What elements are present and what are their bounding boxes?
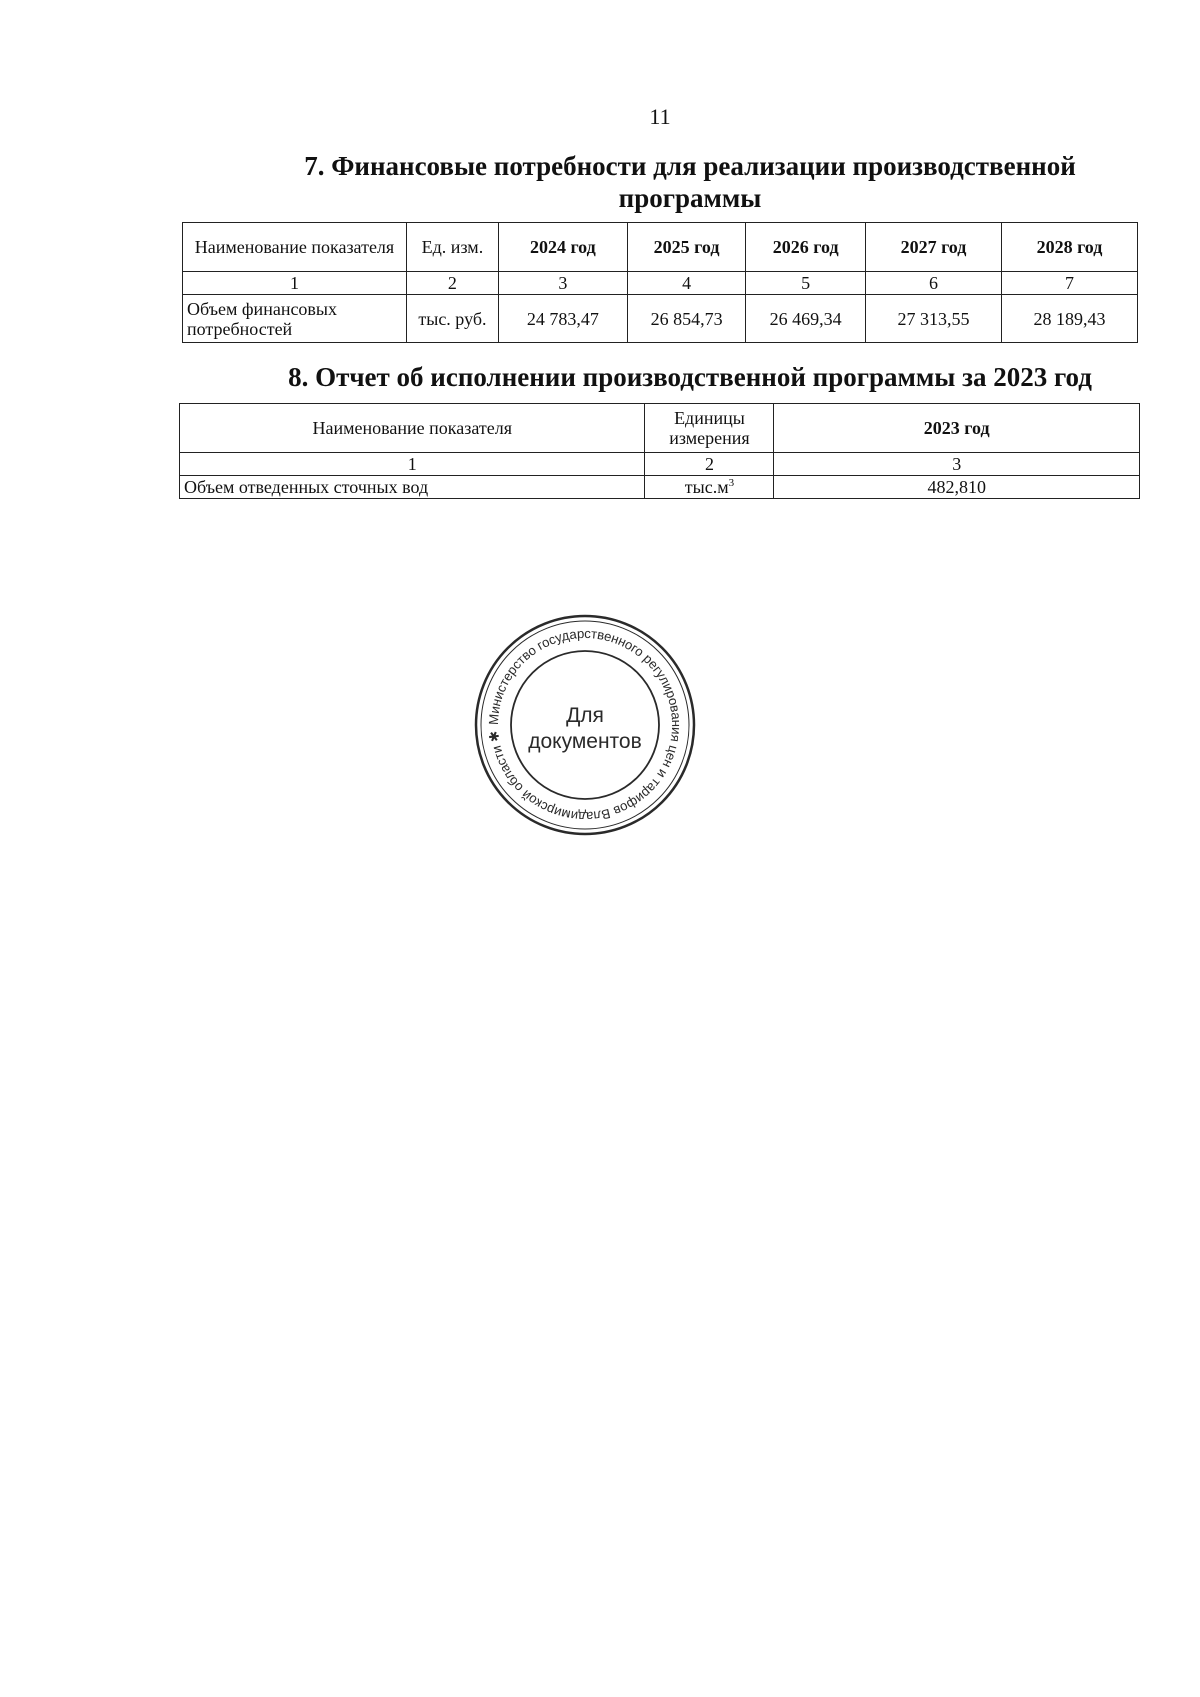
section-7-title-line2: программы: [618, 183, 762, 213]
financial-needs-table: [182, 222, 1138, 343]
column-number: 6: [865, 272, 1001, 295]
row-name: Объем отведенных сточных вод: [180, 476, 645, 499]
column-number: 3: [498, 272, 627, 295]
value-2025: 26 854,73: [627, 295, 746, 343]
table-row: [180, 476, 1140, 499]
unit-text: тыс.м: [684, 477, 729, 497]
column-number: 7: [1001, 272, 1137, 295]
value-2023: 482,810: [774, 476, 1140, 499]
column-number: 1: [183, 272, 407, 295]
header-2027: 2027 год: [865, 223, 1001, 272]
header-unit: Единицы измерения: [645, 404, 774, 453]
table-header-row: [183, 223, 1138, 272]
value-2027: 27 313,55: [865, 295, 1001, 343]
column-number: 2: [406, 272, 498, 295]
header-2028: 2028 год: [1001, 223, 1137, 272]
column-number: 4: [627, 272, 746, 295]
table-header-row: [180, 404, 1140, 453]
column-number: 5: [746, 272, 866, 295]
header-2026: 2026 год: [746, 223, 866, 272]
column-number: 3: [774, 453, 1140, 476]
section-7-title-line1: 7. Финансовые потребности для реализации производственной: [304, 151, 1076, 181]
execution-report-table: [179, 403, 1140, 499]
header-name: Наименование показателя: [183, 223, 407, 272]
table-row: [183, 295, 1138, 343]
page-number: 11: [649, 104, 671, 129]
value-2028: 28 189,43: [1001, 295, 1137, 343]
stamp-seal: [470, 610, 700, 840]
column-number-row: [183, 272, 1138, 295]
header-2023: 2023 год: [774, 404, 1140, 453]
section-7-title: [280, 150, 1100, 214]
official-stamp: [470, 610, 700, 840]
header-unit: Ед. изм.: [406, 223, 498, 272]
section-8-title: 8. Отчет об исполнении производственной программы за 2023 год: [288, 362, 1092, 392]
value-2026: 26 469,34: [746, 295, 866, 343]
column-number: 2: [645, 453, 774, 476]
row-name: Объем финансовых потребностей: [183, 295, 407, 343]
row-unit: тыс. руб.: [406, 295, 498, 343]
column-number-row: [180, 453, 1140, 476]
column-number: 1: [180, 453, 645, 476]
row-unit: [645, 476, 774, 499]
header-name: Наименование показателя: [180, 404, 645, 453]
header-2024: 2024 год: [498, 223, 627, 272]
unit-superscript: 3: [728, 477, 735, 489]
stamp-center-line1: Для: [566, 704, 604, 727]
header-2025: 2025 год: [627, 223, 746, 272]
stamp-center-line2: документов: [528, 730, 642, 753]
value-2024: 24 783,47: [498, 295, 627, 343]
stamp-ring-text-path: Министерство государственного регулирования цен и тарифов Владимирской области ✱: [485, 625, 685, 825]
